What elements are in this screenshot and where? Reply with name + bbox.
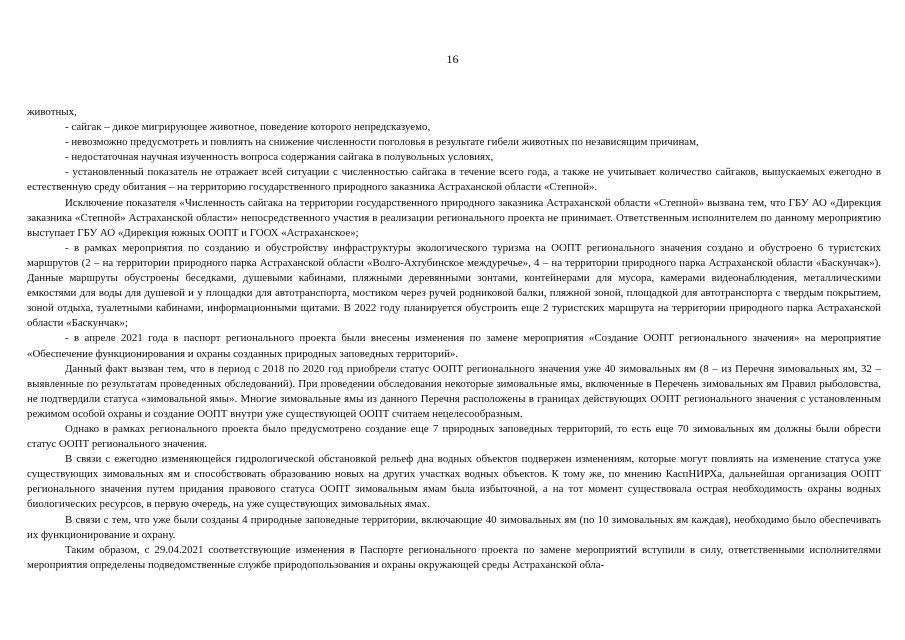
bullet-eco-tourism-routes: - в рамках мероприятия по созданию и обустройству инфраструктуры экологического туризма на ООПТ регионального значения создано и обустроено 6 туристских маршрутов (2 – на территории природного парка Астраханской области «Волго-Ахтубинское междуречье», 4 – на территории природного парка Астраханской области «Баскунчак»). Данные маршруты обустроены беседками, душевыми кабинами, пляжными деревянными зонтами, контейнерами для мусора, камерами видеонаблюдения, металлическими емкостями для воды для душевой и у площадки для автотранспорта, мостиком через ручей родниковой балки, пляжной зоной, площадкой для автотранспорта с твердым покрытием, зоной отдыха, туалетными кабинами, информационными щитами. В 2022 году планируется обустроить еще 2 туристских маршрута на территории природного парка Астраханской области «Баскунчак»;: [27, 241, 881, 330]
document-body: [27, 105, 881, 573]
paragraph-protection-needed: В связи с тем, что уже были созданы 4 природные заповедные территории, включающие 40 зимовальных ям (по 10 зимовальных ям каждая), необходимо было обеспечивать их функционирование и охрану.: [27, 513, 881, 541]
paragraph-hydrological-conditions: В связи с ежегодно изменяющейся гидрологической обстановкой рельеф дна водных объектов подвержен изменениям, которые могут повлиять на изменение статуса уже существующих зимовальных ям и способствовать образованию новых на других участках водных объектов. К тому же, по мнению КаспНИРХа, дальнейшая организация ООПТ регионального значения путем придания правового статуса ООПТ зимовальным ямам была избыточной, а на тот момент существовала острая необходимость охраны водных биологических ресурсов, в первую очередь, на уже существующих зимовальных ямах.: [27, 453, 881, 511]
bullet-saiga-unpredictable: - сайгак – дикое мигрирующее животное, поведение которого непредсказуемо,: [65, 121, 431, 134]
paragraph-wintering-pits-status: Данный факт вызван тем, что в период с 2018 по 2020 год приобрели статус ООПТ регионального значения уже 40 зимовальных ям (8 – из Перечня зимовальных ям, 32 – выявленные по результатам проведенных обследований). При проведении обследования некоторые зимовальные ямы, включенные в Перечень зимовальных ям Правил рыболовства, не подтвердили статуса «зимовальной ямы». Многие зимовальные ямы из данного Перечня расположены в границах действующих ООПТ регионального значения с установленным режимом особой охраны и создание ООПТ внутри уже существующей ООПТ считаем нецелесообразным.: [27, 362, 881, 420]
bullet-population-decline: - невозможно предусмотреть и повлиять на снижение численности поголовья в результате гибели животных по независящим причинам,: [65, 136, 699, 149]
bullet-insufficient-study: - недостаточная научная изученность вопроса содержания сайгака в полувольных условиях,: [65, 151, 494, 164]
paragraph-continuation: животных,: [27, 106, 77, 118]
paragraph-additional-territories: Однако в рамках регионального проекта было предусмотрено создание еще 7 природных заповедных территорий, то есть еще 70 зимовальных ям должны были обрести статус ООПТ регионального значения.: [27, 422, 881, 451]
bullet-indicator-situation: - установленный показатель не отражает всей ситуации с численностью сайгака в течение всего года, а также не учитывает количество сайгаков, выпускаемых ежегодно в естественную среду обитания – на территорию государственного природного заказника Астраханской области «Степной».: [27, 166, 881, 194]
bullet-passport-changes: - в апреле 2021 года в паспорт регионального проекта были внесены изменения по замене мероприятия «Создание ООПТ регионального значения» на мероприятие «Обеспечение функционирования и охраны созданных природных заповедных территорий».: [27, 332, 881, 360]
paragraph-conclusion: Таким образом, с 29.04.2021 соответствующие изменения в Паспорте регионального проекта по замене мероприятий вступили в силу, ответственными исполнителями мероприятия определены подведомственные службе природопользования и охраны окружающей среды Астраханской обла-: [27, 543, 881, 571]
page-number: 16: [446, 52, 459, 66]
paragraph-indicator-exclusion: Исключение показателя «Численность сайгака на территории государственного природного заказника Астраханской области «Степной» вызвана тем, что ГБУ АО «Дирекция заказника «Степной» Астраханской области» непосредственного участия в реализации регионального проекта не принимает. Ответственным исполнителем по данному мероприятию выступает ГБУ АО «Дирекция южных ООПТ и ГООХ «Астраханское»;: [27, 196, 881, 239]
